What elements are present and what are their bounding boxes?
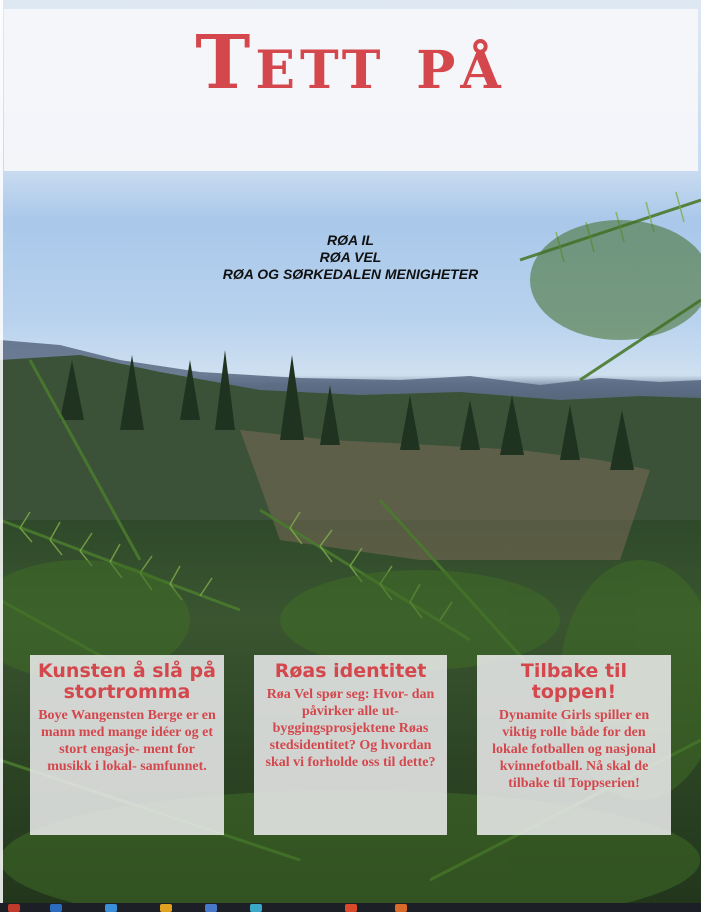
article-teaser[interactable] [477, 655, 671, 835]
app-icon[interactable] [105, 904, 117, 912]
article-summary: Dynamite Girls spiller en viktig rolle både for den lokale fotballen og nasjonal kvinnefotball. Nå skal de tilbake til Toppserien! [492, 708, 656, 791]
taskbar [0, 903, 701, 912]
publisher-name: RØA IL [327, 232, 374, 248]
app-icon[interactable] [205, 904, 217, 912]
app-icon[interactable] [250, 904, 262, 912]
article-teaser[interactable] [254, 655, 447, 835]
app-icon[interactable] [395, 904, 407, 912]
app-icon[interactable] [160, 904, 172, 912]
app-icon[interactable] [345, 904, 357, 912]
article-teaser[interactable] [30, 655, 224, 835]
publisher-name: RØA VEL [319, 249, 382, 265]
article-heading: Røas identitet [274, 660, 427, 682]
publisher-name: RØA OG SØRKEDALEN MENIGHETER [222, 266, 479, 282]
app-icon[interactable] [50, 904, 62, 912]
app-icon[interactable] [8, 904, 20, 912]
publisher-list [0, 232, 701, 283]
article-heading: Tilbake til toppen! [520, 660, 628, 703]
article-summary: Røa Vel spør seg: Hvor- dan påvirker alle ut- byggingsprosjektene Røas stedsidentitet? Og hvordan skal vi forholde oss til dette? [265, 687, 436, 770]
magazine-title: Tett på [195, 20, 506, 106]
article-summary: Boye Wangensten Berge er en mann med mange idéer og et stort engasje- ment for musikk i lokal- samfunnet. [38, 708, 216, 774]
page-edge [0, 0, 3, 903]
article-heading: Kunsten å slå på stortromma [38, 660, 216, 703]
